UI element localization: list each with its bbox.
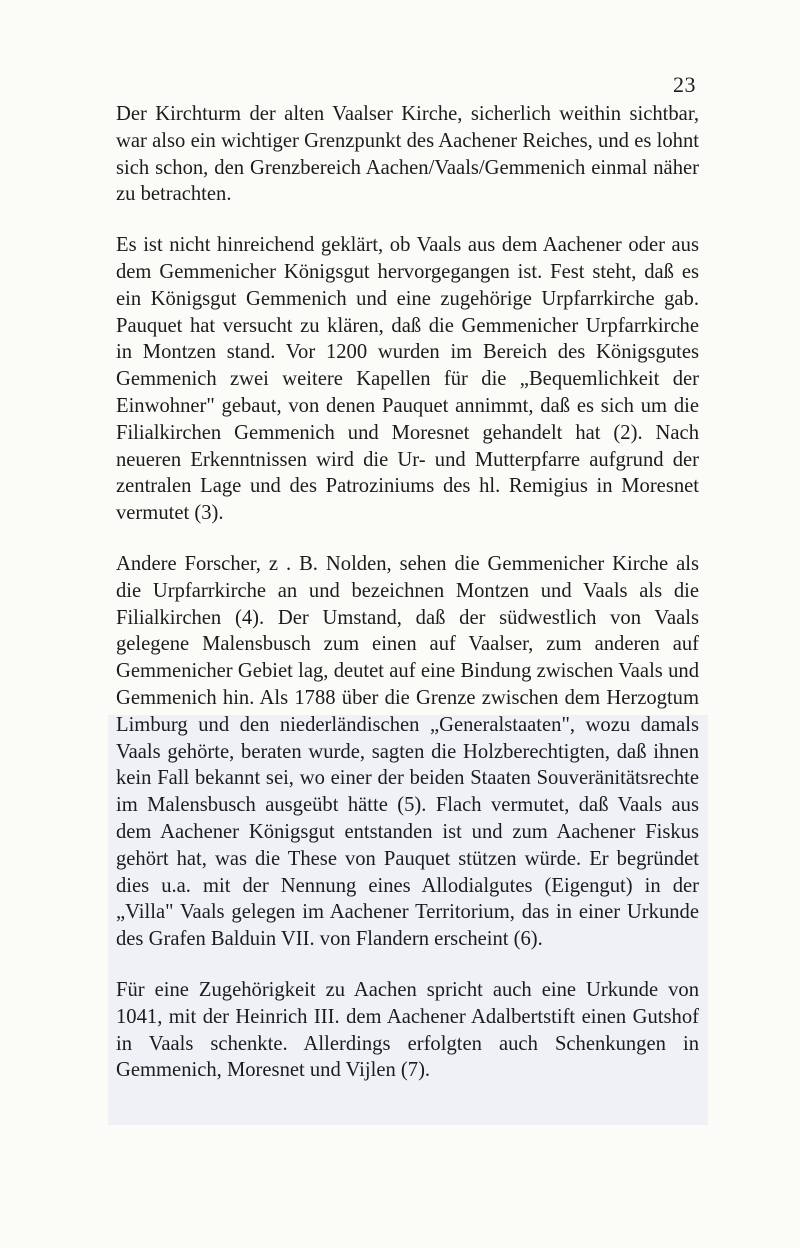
paragraph-4: Für eine Zugehörigkeit zu Aachen spricht auch eine Urkunde von 1041, mit der Heinrich III. dem Aachener Adalbertstift einen Gutshof in Vaals schenkte. Allerdings erfolgten auch Schenkungen in Gemmenich, Moresnet und Vijlen (7). — [116, 978, 699, 1082]
body-text — [116, 101, 699, 1108]
paragraph-1: Der Kirchturm der alten Vaalser Kirche, sicherlich weithin sichtbar, war also ein wichtiger Grenzpunkt des Aachener Reiches, und es lohnt sich schon, den Grenzbereich Aachen/Vaals/Gemmenich einmal näher zu betrachten. — [116, 103, 699, 206]
paragraph-2: Es ist nicht hinreichend geklärt, ob Vaals aus dem Aachener oder aus dem Gemmenicher Königsgut hervorgegangen ist. Fest steht, daß es ein Königsgut Gemmenich und eine zugehörige Urpfarrkirche gab. Pauquet hat versucht zu klären, daß die Gemmenicher Urpfarrkirche in Montzen stand. Vor 1200 wurden im Bereich des Königsgutes Gemmenich zwei weitere Kapellen für die „Bequemlichkeit der Einwohner" gebaut, von denen Pauquet annimmt, daß es sich um die Filialkirchen Gemmenich und Moresnet gehandelt hat (2). Nach neueren Erkenntnissen wird die Ur- und Mutterpfarre aufgrund der zentralen Lage und des Patroziniums des hl. Remigius in Moresnet vermutet (3). — [116, 234, 699, 525]
page-number: 23 — [673, 72, 696, 97]
paragraph-3: Andere Forscher, z . B. Nolden, sehen die Gemmenicher Kirche als die Urpfarrkirche an und bezeichnen Montzen und Vaals als die Filialkirchen (4). Der Umstand, daß der südwestlich von Vaals gelegene Malensbusch zum einen auf Vaalser, zum anderen auf Gemmenicher Gebiet lag, deutet auf eine Bindung zwischen Vaals und Gemmenich hin. Als 1788 über die Grenze zwischen dem Herzogtum Limburg und den niederländischen „Generalstaaten", wozu damals Vaals gehörte, beraten wurde, sagten die Holzberechtigten, daß ihnen kein Fall bekannt sei, wo einer der beiden Staaten Souveränitätsrechte im Malensbusch ausgeübt hätte (5). Flach vermutet, daß Vaals aus dem Aachener Königsgut entstanden ist und zum Aachener Fiskus gehört hat, was die These von Pauquet stützen würde. Er begründet dies u.a. mit der Nennung eines Allodialgutes (Eigengut) in der „Villa" Vaals gelegen im Aachener Territorium, das in einer Urkunde des Grafen Balduin VII. von Flandern erscheint (6). — [116, 552, 699, 951]
